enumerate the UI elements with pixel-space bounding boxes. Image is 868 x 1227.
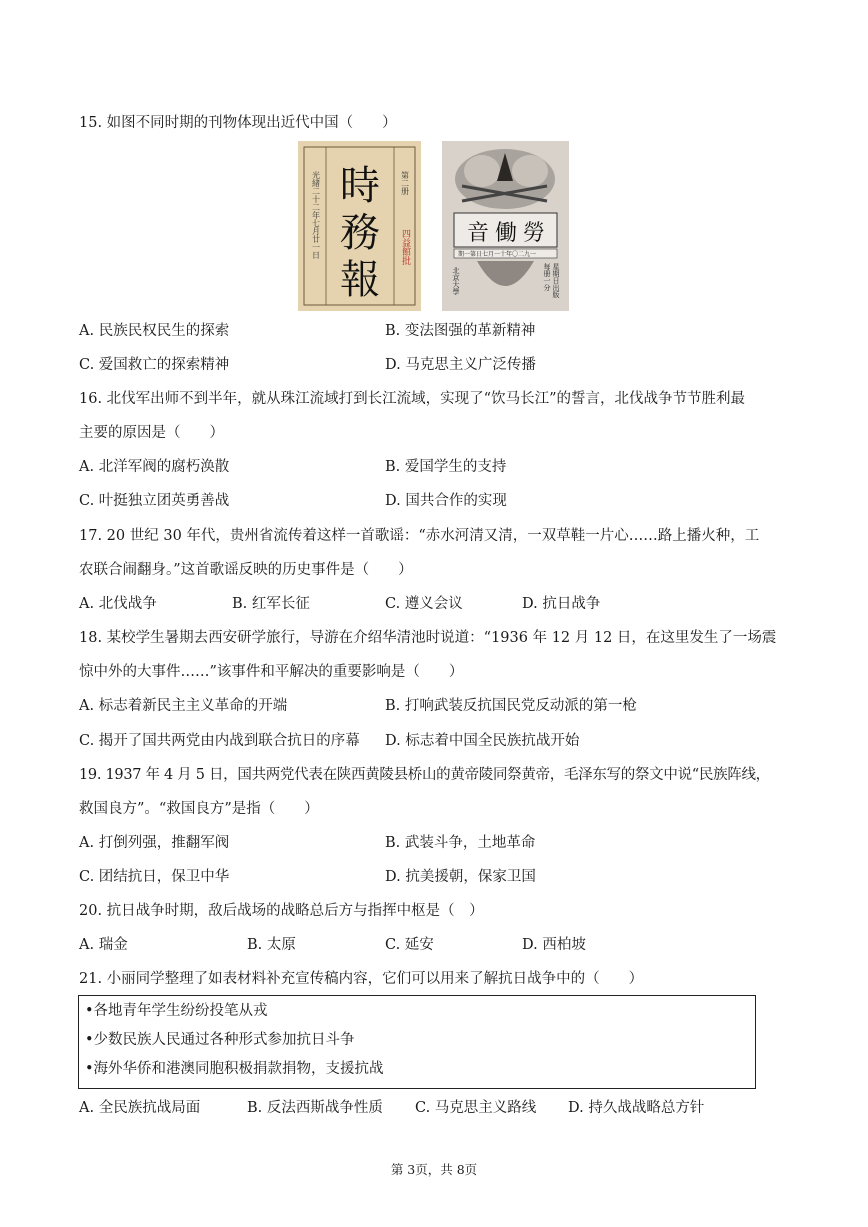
q21-option-d[interactable]: D. 持久战战略总方针: [568, 1100, 705, 1116]
q21-material-box: [78, 995, 756, 1089]
q15-option-d[interactable]: D. 马克思主义广泛传播: [385, 357, 536, 373]
q16-option-d[interactable]: D. 国共合作的实现: [385, 493, 507, 509]
question-19-stem-line1: 19. 1937 年 4 月 5 日，国共两党代表在陕西黄陵县桥山的黄帝陵同祭黄帝，毛泽东写的祭文中说“民族阵线，: [79, 767, 770, 783]
q18-option-b[interactable]: B. 打响武装反抗国民党反动派的第一枪: [385, 698, 637, 714]
shiwubao-cover-image: [298, 141, 421, 311]
q18-option-d[interactable]: D. 标志着中国全民族抗战开始: [385, 733, 580, 749]
question-18-stem-line1: 18. 某校学生暑期去西安研学旅行，导游在介绍华清池时说道：“1936 年 12 月 12 日，在这里发生了一场震: [79, 630, 777, 646]
q16-option-a[interactable]: A. 北洋军阀的腐朽涣散: [79, 459, 230, 475]
svg-text:四益館批: 四益館批: [400, 229, 410, 265]
svg-text:務: 務: [340, 210, 380, 256]
q21-material-item-1: •各地青年学生纷纷投笔从戎: [85, 1003, 268, 1019]
q21-option-a[interactable]: A. 全民族抗战局面: [79, 1100, 201, 1116]
q15-option-a[interactable]: A. 民族民权民生的探索: [79, 323, 230, 339]
q15-option-c[interactable]: C. 爱国救亡的探索精神: [79, 357, 230, 373]
q19-option-d[interactable]: D. 抗美援朝，保家卫国: [385, 869, 536, 885]
q19-option-a[interactable]: A. 打倒列强，推翻军阀: [79, 835, 230, 851]
svg-text:星期日出版: 星期日出版: [552, 263, 560, 298]
svg-text:報: 報: [340, 257, 380, 303]
svg-text:光緒二十二年七月廿一日: 光緒二十二年七月廿一日: [311, 171, 321, 259]
q16-option-b[interactable]: B. 爱国学生的支持: [385, 459, 507, 475]
question-17-stem-line1: 17. 20 世纪 30 年代，贵州省流传着这样一首歌谣：“赤水河清又清，一双草鞋一片心……路上播火种，工: [79, 528, 760, 544]
q17-option-c[interactable]: C. 遵义会议: [385, 596, 463, 612]
q19-option-b[interactable]: B. 武装斗争，土地革命: [385, 835, 536, 851]
page-footer: 第 3页，共 8页: [390, 1162, 478, 1177]
svg-text:音: 音: [467, 221, 490, 246]
laodongyin-cover-art: [442, 141, 569, 311]
svg-text:北京大學: 北京大學: [452, 267, 460, 295]
svg-text:每册一分: 每册一分: [543, 263, 551, 291]
q19-option-c[interactable]: C. 团结抗日，保卫中华: [79, 869, 230, 885]
q16-option-c[interactable]: C. 叶挺独立团英勇善战: [79, 493, 230, 509]
q20-option-b[interactable]: B. 太原: [247, 937, 296, 953]
q15-option-b[interactable]: B. 变法图强的革新精神: [385, 323, 536, 339]
q18-option-a[interactable]: A. 标志着新民主主义革命的开端: [79, 698, 288, 714]
q17-option-b[interactable]: B. 红军长征: [232, 596, 310, 612]
question-16-stem-line1: 16. 北伐军出师不到半年，就从珠江流域打到长江流域，实现了“饮马长江”的誓言，北伐战争节节胜利最: [79, 391, 745, 407]
question-17-stem-line2: 农联合闹翻身。”这首歌谣反映的历史事件是（ ）: [79, 562, 413, 578]
q21-option-b[interactable]: B. 反法西斯战争性质: [247, 1100, 383, 1116]
question-20-stem: 20. 抗日战争时期，敌后战场的战略总后方与指挥中枢是（ ）: [79, 903, 484, 919]
question-15-stem: 15. 如图不同时期的刊物体现出近代中国（ ）: [79, 115, 397, 131]
q20-option-a[interactable]: A. 瑞金: [79, 937, 128, 953]
q20-option-d[interactable]: D. 西柏坡: [522, 937, 586, 953]
question-16-stem-line2: 主要的原因是（ ）: [79, 425, 224, 441]
question-21-stem: 21. 小丽同学整理了如表材料补充宣传稿内容，它们可以用来了解抗日战争中的（ ）: [79, 971, 644, 987]
svg-text:働: 働: [495, 221, 518, 246]
laodongyin-cover-image: [442, 141, 569, 311]
svg-text:時: 時: [340, 163, 380, 209]
q21-material-item-2: •少数民族人民通过各种形式参加抗日斗争: [85, 1032, 355, 1048]
svg-text:第二册: 第二册: [400, 171, 410, 195]
question-19-stem-line2: 救国良方”。“救国良方”是指（ ）: [79, 801, 319, 817]
q21-option-c[interactable]: C. 马克思主义路线: [415, 1100, 537, 1116]
q18-option-c[interactable]: C. 揭开了国共两党由内战到联合抗日的序幕: [79, 733, 360, 749]
svg-text:期一第日七月一十年〇二九一: 期一第日七月一十年〇二九一: [458, 251, 537, 258]
question-18-stem-line2: 惊中外的大事件……”该事件和平解决的重要影响是（ ）: [79, 664, 464, 680]
q17-option-d[interactable]: D. 抗日战争: [522, 596, 601, 612]
q21-material-item-3: •海外华侨和港澳同胞积极捐款捐物，支援抗战: [85, 1061, 384, 1077]
q20-option-c[interactable]: C. 延安: [385, 937, 434, 953]
q17-option-a[interactable]: A. 北伐战争: [79, 596, 157, 612]
shiwubao-cover-art: [298, 141, 421, 311]
svg-text:勞: 勞: [523, 221, 546, 246]
